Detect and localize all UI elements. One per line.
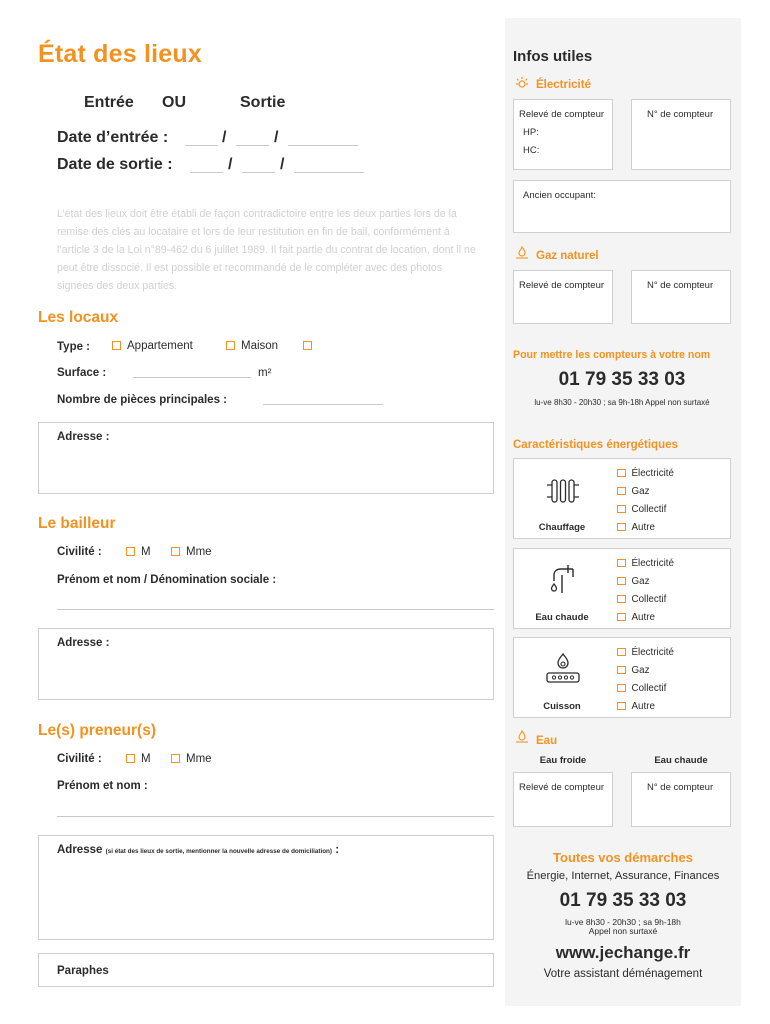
preneur-m-label: M bbox=[141, 753, 151, 765]
cuisson-electricite-checkbox[interactable] bbox=[617, 644, 674, 662]
elec-releve-label: Relevé de compteur bbox=[519, 109, 605, 120]
date-sortie-year[interactable] bbox=[294, 172, 364, 173]
type-maison-label: Maison bbox=[241, 340, 279, 352]
option-label: Autre bbox=[631, 612, 655, 623]
checkbox-icon bbox=[171, 547, 180, 556]
preneur-m-checkbox[interactable] bbox=[126, 753, 151, 765]
eau-chaude-autre-checkbox[interactable] bbox=[617, 609, 674, 627]
option-label: Collectif bbox=[631, 683, 667, 694]
date-sortie-day[interactable] bbox=[190, 172, 223, 173]
eau-chaude-options bbox=[617, 555, 674, 627]
option-label: Collectif bbox=[631, 504, 667, 515]
chauffage-options bbox=[617, 465, 674, 537]
preneur-adresse-box[interactable] bbox=[38, 835, 494, 940]
type-maison-checkbox[interactable] bbox=[226, 340, 278, 352]
checkbox-icon bbox=[617, 666, 626, 675]
cuisson-box bbox=[513, 637, 731, 718]
eau-releve-box[interactable] bbox=[513, 772, 613, 827]
compteurs-phone[interactable]: 01 79 35 33 03 bbox=[558, 369, 686, 390]
slash: / bbox=[274, 129, 279, 146]
checkbox-icon bbox=[171, 754, 180, 763]
option-label: Gaz bbox=[631, 486, 650, 497]
option-label: Gaz bbox=[631, 665, 650, 676]
energie-title: Caractéristiques énergétiques bbox=[513, 439, 678, 451]
slash: / bbox=[222, 129, 227, 146]
ancien-occupant-label: Ancien occupant: bbox=[523, 190, 596, 201]
bailleur-nom-input[interactable] bbox=[57, 609, 494, 610]
chauffage-autre-checkbox[interactable] bbox=[617, 519, 674, 537]
checkbox-icon bbox=[617, 559, 626, 568]
bailleur-civilite-label: Civilité : bbox=[57, 546, 102, 558]
slash: / bbox=[228, 156, 233, 173]
type-label: Type : bbox=[57, 341, 91, 353]
eau-chaude-collectif-checkbox[interactable] bbox=[617, 591, 674, 609]
sortie-option[interactable]: Sortie bbox=[240, 94, 286, 111]
bailleur-m-checkbox[interactable] bbox=[126, 546, 151, 558]
locaux-adresse-label: Adresse : bbox=[57, 431, 110, 443]
radiator-icon bbox=[546, 476, 580, 506]
date-sortie-row bbox=[57, 156, 173, 174]
slash: / bbox=[280, 156, 285, 173]
eau-chaude-col-label: Eau chaude bbox=[654, 755, 708, 766]
checkbox-icon bbox=[617, 487, 626, 496]
pieces-input[interactable] bbox=[263, 404, 383, 405]
checkbox-icon bbox=[617, 595, 626, 604]
demarches-hours: lu-ve 8h30 - 20h30 ; sa 9h-18h bbox=[565, 917, 681, 927]
eau-chaude-label: Eau chaude bbox=[535, 612, 589, 623]
checkbox-icon bbox=[303, 341, 312, 350]
eau-releve-label: Relevé de compteur bbox=[519, 782, 605, 793]
option-label: Électricité bbox=[631, 647, 674, 658]
option-label: Collectif bbox=[631, 594, 667, 605]
paraphes-box[interactable] bbox=[38, 953, 494, 987]
eau-numero-box[interactable] bbox=[631, 772, 731, 827]
ou-label: OU bbox=[162, 94, 186, 111]
eau-chaude-electricite-checkbox[interactable] bbox=[617, 555, 674, 573]
section-locaux-title: Les locaux bbox=[38, 309, 119, 326]
paraphes-label: Paraphes bbox=[57, 965, 109, 977]
surface-input[interactable] bbox=[133, 377, 251, 378]
gaz-title: Gaz naturel bbox=[536, 250, 599, 262]
preneur-nom-input[interactable] bbox=[57, 816, 494, 817]
gaz-releve-box[interactable] bbox=[513, 270, 613, 324]
gaz-releve-label: Relevé de compteur bbox=[519, 280, 605, 291]
chauffage-label: Chauffage bbox=[538, 522, 586, 533]
type-appartement-checkbox[interactable] bbox=[112, 340, 193, 352]
elec-hp-label: HP: bbox=[523, 127, 539, 138]
chauffage-box bbox=[513, 458, 731, 539]
option-label: Autre bbox=[631, 522, 655, 533]
entree-option[interactable]: Entrée bbox=[84, 94, 134, 111]
checkbox-icon bbox=[617, 577, 626, 586]
checkbox-icon bbox=[617, 684, 626, 693]
sidebar-title: Infos utiles bbox=[513, 48, 593, 65]
date-entree-month[interactable] bbox=[236, 145, 269, 146]
checkbox-icon bbox=[617, 523, 626, 532]
eau-chaude-gaz-checkbox[interactable] bbox=[617, 573, 674, 591]
bailleur-mme-checkbox[interactable] bbox=[171, 546, 212, 558]
stove-icon bbox=[544, 651, 582, 687]
chauffage-collectif-checkbox[interactable] bbox=[617, 501, 674, 519]
surface-unit: m² bbox=[258, 367, 272, 379]
intro-text: L’état des lieux doit être établi de façon contradictoire entre les deux parties lors de la remise des clés au locataire et lors de leur restitution en fin de bail, conformément à l’article 3 de la Loi n°89-462 du 6 juillet 1989. Il fait partie du contrat de location, dont il ne peut être dissocié. Il est possible et recommandé de le compléter avec des photos signées des deux parties. bbox=[57, 208, 476, 292]
gas-icon bbox=[515, 246, 529, 265]
date-sortie-month[interactable] bbox=[242, 172, 275, 173]
checkbox-icon bbox=[226, 341, 235, 350]
eau-title: Eau bbox=[536, 735, 558, 747]
demarches-title: Toutes vos démarches bbox=[553, 850, 693, 865]
checkbox-icon bbox=[126, 547, 135, 556]
adresse-note: (si état des lieux de sortie, mentionner la nouvelle adresse de domiciliation) bbox=[105, 848, 332, 855]
elec-hc-label: HC: bbox=[523, 145, 540, 156]
checkbox-icon bbox=[617, 702, 626, 711]
electricite-title: Électricité bbox=[536, 79, 591, 91]
demarches-phone[interactable]: 01 79 35 33 03 bbox=[559, 890, 687, 911]
locaux-adresse-box[interactable] bbox=[38, 422, 494, 494]
checkbox-icon bbox=[112, 341, 121, 350]
compteurs-hours: lu-ve 8h30 - 20h30 ; sa 9h-18h Appel non surtaxé bbox=[534, 398, 710, 407]
checkbox-icon bbox=[617, 613, 626, 622]
checkbox-icon bbox=[617, 505, 626, 514]
eau-numero-label: N° de compteur bbox=[647, 782, 714, 793]
elec-numero-label: N° de compteur bbox=[647, 109, 714, 120]
demarches-subtitle: Énergie, Internet, Assurance, Finances bbox=[526, 870, 720, 882]
option-label: Électricité bbox=[631, 558, 674, 569]
page-title: État des lieux bbox=[38, 40, 202, 68]
option-label: Gaz bbox=[631, 576, 650, 587]
eau-froide-label: Eau froide bbox=[539, 755, 587, 766]
date-entree-day[interactable] bbox=[185, 145, 218, 146]
adresse-colon: : bbox=[335, 844, 340, 856]
date-entree-row bbox=[57, 129, 168, 147]
option-label: Autre bbox=[631, 701, 655, 712]
tagline: Votre assistant déménagement bbox=[543, 968, 703, 980]
gaz-numero-box[interactable] bbox=[631, 270, 731, 324]
elec-numero-box[interactable] bbox=[631, 99, 731, 170]
adresse-word: Adresse bbox=[57, 844, 103, 856]
gaz-numero-label: N° de compteur bbox=[647, 280, 714, 291]
demarches-surtaxe: Appel non surtaxé bbox=[588, 926, 658, 936]
type-appartement-label: Appartement bbox=[127, 340, 193, 352]
compteurs-title: Pour mettre les compteurs à votre nom bbox=[513, 349, 711, 361]
site-link[interactable]: www.jechange.fr bbox=[555, 943, 691, 962]
preneur-nom-label: Prénom et nom : bbox=[57, 780, 148, 792]
checkbox-icon bbox=[617, 469, 626, 478]
preneur-mme-checkbox[interactable] bbox=[171, 753, 212, 765]
water-icon bbox=[515, 730, 529, 749]
ancien-occupant-box[interactable] bbox=[513, 180, 731, 233]
bailleur-mme-label: Mme bbox=[186, 546, 212, 558]
date-entree-year[interactable] bbox=[288, 145, 358, 146]
eau-chaude-box bbox=[513, 548, 731, 629]
checkbox-icon bbox=[126, 754, 135, 763]
type-autre-checkbox[interactable] bbox=[303, 340, 318, 352]
electricity-icon bbox=[515, 76, 529, 95]
chauffage-gaz-checkbox[interactable] bbox=[617, 483, 674, 501]
option-label: Électricité bbox=[631, 468, 674, 479]
cuisson-label: Cuisson bbox=[543, 701, 581, 712]
bailleur-adresse-label: Adresse : bbox=[57, 637, 110, 649]
cuisson-autre-checkbox[interactable] bbox=[617, 698, 674, 716]
checkbox-icon bbox=[617, 648, 626, 657]
cuisson-options bbox=[617, 644, 674, 716]
cuisson-collectif-checkbox[interactable] bbox=[617, 680, 674, 698]
section-preneur-title: Le(s) preneur(s) bbox=[38, 722, 156, 739]
preneur-adresse-label bbox=[57, 844, 339, 856]
bailleur-nom-label: Prénom et nom / Dénomination sociale : bbox=[57, 574, 277, 586]
bailleur-adresse-box[interactable] bbox=[38, 628, 494, 700]
preneur-civilite-label: Civilité : bbox=[57, 753, 102, 765]
cuisson-gaz-checkbox[interactable] bbox=[617, 662, 674, 680]
pieces-label: Nombre de pièces principales : bbox=[57, 394, 228, 406]
elec-releve-box[interactable] bbox=[513, 99, 613, 170]
surface-label: Surface : bbox=[57, 367, 107, 379]
date-sortie-label: Date de sortie : bbox=[57, 156, 173, 173]
section-bailleur-title: Le bailleur bbox=[38, 515, 116, 532]
chauffage-electricite-checkbox[interactable] bbox=[617, 465, 674, 483]
date-entree-label: Date d’entrée : bbox=[57, 129, 169, 146]
bailleur-m-label: M bbox=[141, 546, 151, 558]
preneur-mme-label: Mme bbox=[186, 753, 212, 765]
faucet-icon bbox=[548, 563, 578, 597]
